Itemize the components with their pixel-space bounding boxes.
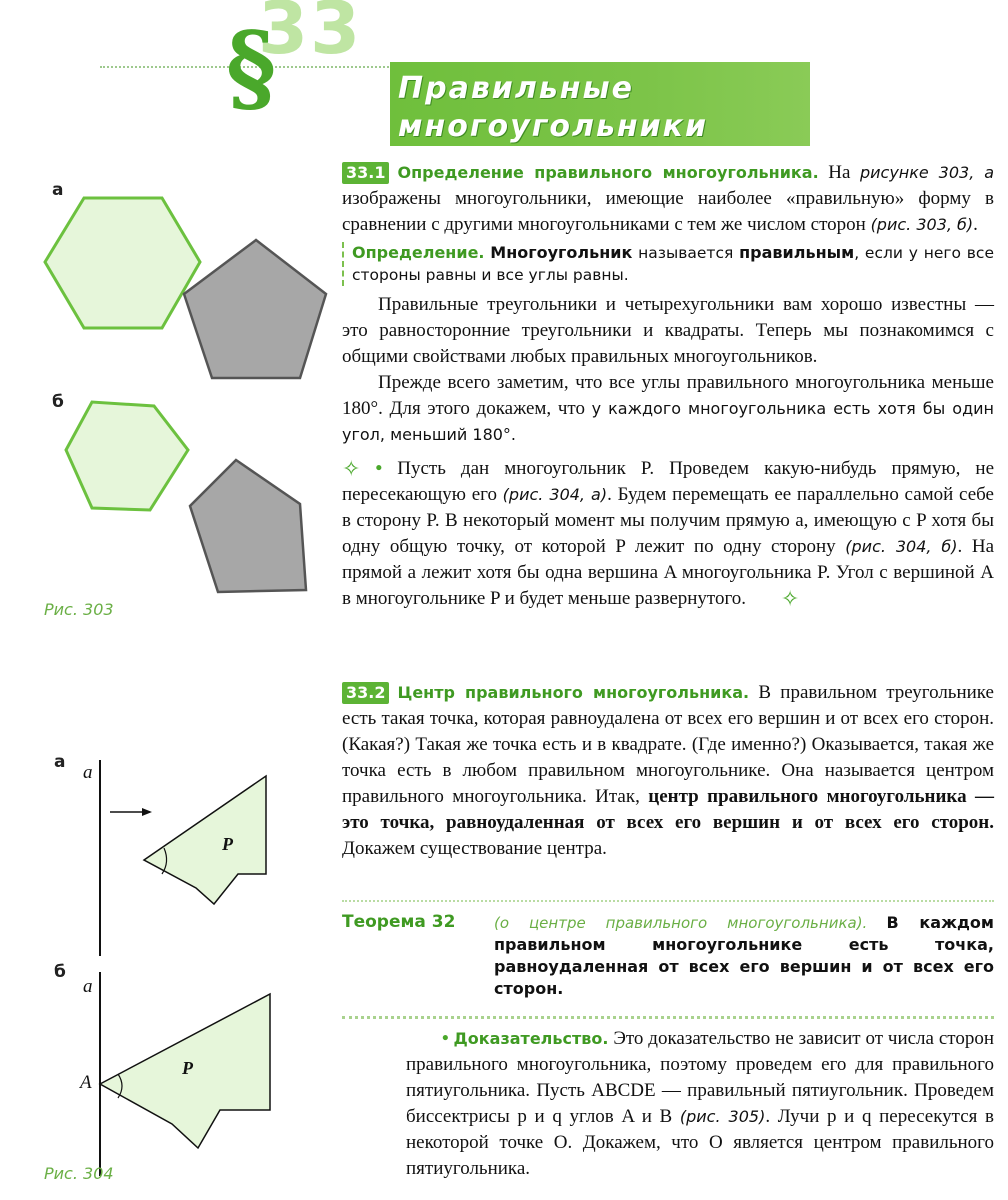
fig304a-polygon-P bbox=[144, 776, 266, 904]
s331-p4-text-a: Пусть дан многоугольник P. Проведем какую-нибудь прямую, не пересекающую его bbox=[342, 458, 995, 505]
fig304b-line-label: a bbox=[83, 976, 93, 997]
section-33-1 bbox=[342, 160, 994, 612]
fig304-label-a: а bbox=[54, 752, 66, 772]
s331-badge: 33.1 bbox=[342, 162, 389, 184]
bullet-icon: • bbox=[375, 458, 383, 479]
figure-303 bbox=[30, 190, 350, 610]
fig303-label-b: б bbox=[52, 392, 64, 412]
definition-label: Определение. bbox=[352, 243, 485, 262]
s331-p1-text-c: . bbox=[973, 214, 978, 235]
fig303-label-a: а bbox=[52, 180, 64, 200]
s332-p1-text-a: В правильном треугольнике есть такая точка, которая равноудалена от всех его вершин и от всех его сторон. (Какая?) Такая же точка есть и в квадрате. (Где именно?) Оказывается, такая же точка есть в любом правильном многоугольнике. Она называется центром правильного многоугольника. Итак, bbox=[342, 682, 994, 807]
s331-paragraph-2: Правильные треугольники и четырехугольники вам хорошо известны — это равносторонние треугольники и квадраты. Теперь мы познакомимся с общими свойствами любых правильных многоугольников. bbox=[342, 294, 994, 367]
definition-term-polygon: Многоугольник bbox=[490, 243, 633, 262]
fig303b-irregular-pentagon bbox=[190, 460, 306, 592]
s332-heading: Центр правильного многоугольника. bbox=[397, 683, 750, 702]
fig303a-regular-hexagon bbox=[45, 198, 200, 328]
s331-heading: Определение правильного многоугольника. bbox=[397, 163, 819, 182]
fig304b-vertex-label: A bbox=[80, 1072, 92, 1093]
s332-paragraph-1 bbox=[342, 680, 994, 862]
theorem-title bbox=[342, 912, 455, 932]
proof-end-star-icon: ✧ bbox=[780, 586, 800, 611]
s332-badge: 33.2 bbox=[342, 682, 389, 704]
s331-paragraph-4 bbox=[342, 456, 994, 612]
theorem-number: Теорема 32 bbox=[342, 912, 456, 932]
s331-p3-claim: у каждого многоугольника есть хотя бы один угол, меньший 180°. bbox=[342, 399, 994, 444]
fig303-caption: Рис. 303 bbox=[44, 600, 114, 619]
s331-p4-ref1: (рис. 304, а) bbox=[502, 485, 608, 504]
fig304a-line-label: a bbox=[83, 762, 93, 783]
fig304a-arrow-head bbox=[142, 808, 152, 816]
definition-end: , если у него все стороны равны и все углы равны. bbox=[352, 244, 994, 284]
s331-p4-text-b: . Будем перемещать ее параллельно самой себе в сторону P. В некоторый момент мы получим прямую a, имеющую с P хотя бы одну общую точку, от которой P лежит по одну сторону bbox=[342, 484, 994, 557]
proof-text-b: . Лучи p и q пересекутся в некоторой точке O. Докажем, что O является центром правильного пятиугольника. bbox=[406, 1106, 994, 1179]
s331-p1-ref2: (рис. 303, б) bbox=[870, 215, 974, 234]
figure-304 bbox=[60, 756, 340, 1176]
definition-box bbox=[342, 242, 994, 286]
s332-p1-text-c: Докажем существование центра. bbox=[342, 838, 607, 859]
section-number: 33 bbox=[258, 0, 363, 70]
definition-mid: называется bbox=[632, 244, 740, 262]
theorem-statement bbox=[494, 912, 994, 1000]
s331-p1-ref1: рисунке 303, а bbox=[859, 163, 995, 182]
fig304-label-b: б bbox=[54, 962, 66, 982]
theorem-subtitle: (о центре правильного многоугольника). bbox=[494, 914, 868, 932]
definition-term-regular: правильным bbox=[739, 243, 855, 262]
theorem-body: В каждом правильном многоугольнике есть точка, равноудаленная от всех его вершин и от всех его сторон. bbox=[494, 913, 994, 998]
proof-bullet-icon: • bbox=[442, 1028, 449, 1049]
page-title-line2: многоугольники bbox=[398, 109, 709, 144]
fig303b-irregular-hexagon bbox=[66, 402, 188, 510]
s331-p4-ref2: (рис. 304, б) bbox=[845, 537, 958, 556]
theorem-top-rule bbox=[342, 900, 994, 902]
proof-text-a: Это доказательство не зависит от числа сторон правильного многоугольника, поэтому проведем его для правильного пятиугольника. Пусть ABCDE — правильный пятиугольник. Проведем биссектрисы p и q углов A и B bbox=[406, 1028, 994, 1127]
fig304-caption: Рис. 304 bbox=[44, 1164, 114, 1183]
page-title-line1: Правильные bbox=[398, 71, 634, 106]
s331-paragraph-1 bbox=[342, 160, 994, 238]
s331-p3-text: Прежде всего заметим, что все углы правильного многоугольника меньше 180°. Для этого докажем, что bbox=[342, 372, 994, 419]
fig303a-regular-pentagon bbox=[184, 240, 326, 378]
proof-paragraph bbox=[406, 1026, 994, 1182]
page-title bbox=[398, 70, 798, 146]
fig304b-polygon-label: P bbox=[182, 1058, 193, 1078]
proof-ref: (рис. 305) bbox=[679, 1107, 766, 1126]
s331-p1-text-a: На bbox=[818, 162, 860, 183]
s331-paragraph-3 bbox=[342, 370, 994, 448]
s331-p1-text-b: изображены многоугольники, имеющие наиболее «правильную» форму в сравнении с другими многоугольниками с тем же числом сторон bbox=[342, 188, 994, 235]
proof-block bbox=[406, 1026, 994, 1182]
section-33-2 bbox=[342, 680, 994, 862]
fig304a-polygon-label: P bbox=[222, 834, 233, 854]
proof-start-star-icon: ✧ bbox=[342, 456, 361, 481]
s331-p4-text-c: . На прямой a лежит хотя бы одна вершина A многоугольника P. Угол с вершиной A в многоугольнике P и будет меньше развернутого. bbox=[342, 536, 994, 609]
s332-p1-bold: центр правильного многоугольника — это точка, равноудаленная от всех его вершин и от всех его сторон. bbox=[342, 786, 994, 833]
proof-label: Доказательство. bbox=[453, 1029, 609, 1048]
theorem-bottom-rule bbox=[342, 1016, 994, 1019]
section-sign: § bbox=[226, 11, 277, 124]
